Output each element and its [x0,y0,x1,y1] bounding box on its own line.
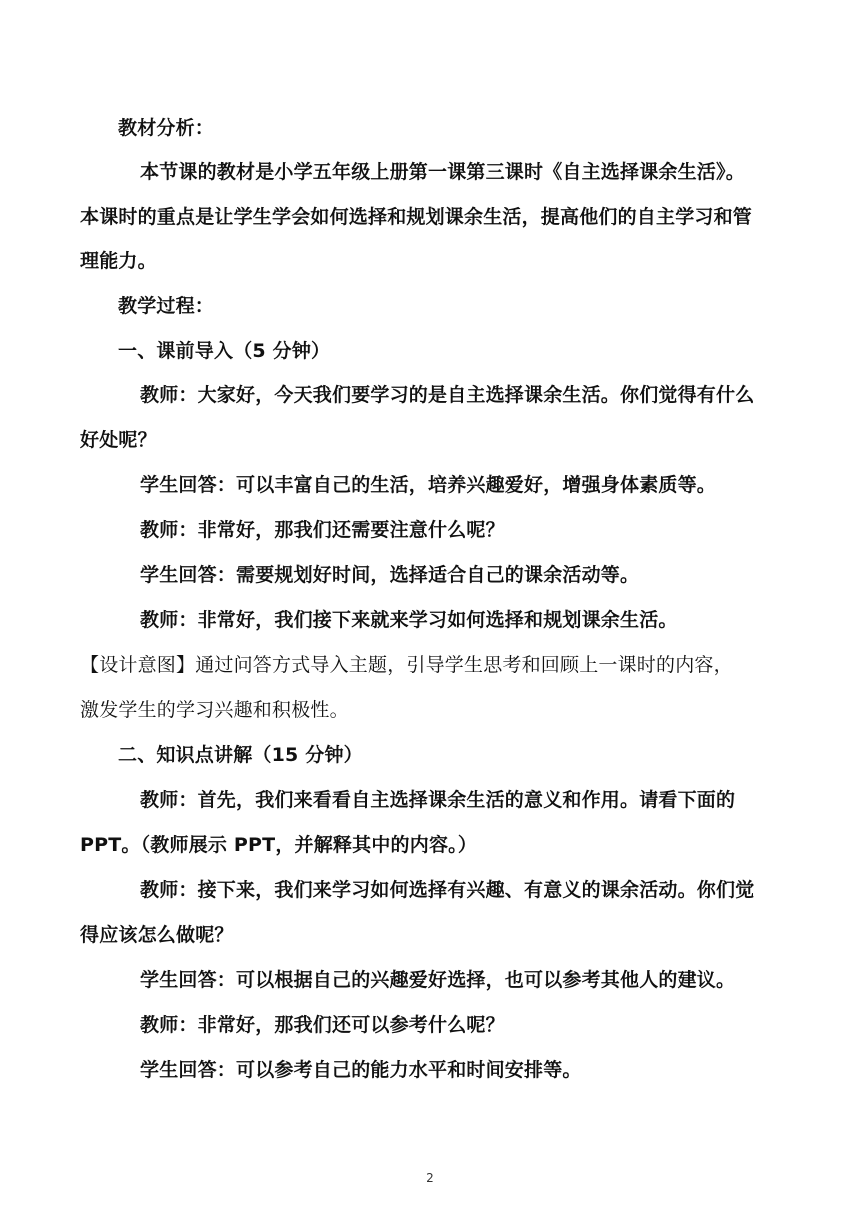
dialogue-line: 学生回答：需要规划好时间，选择适合自己的课余活动等。 [140,564,640,586]
dialogue-line: 学生回答：可以参考自己的能力水平和时间安排等。 [140,1059,582,1081]
dialogue-line: 得应该怎么做呢？ [80,924,234,946]
dialogue-line: 教师：非常好，我们接下来就来学习如何选择和规划课余生活。 [140,609,678,631]
design-intent-line: 【设计意图】通过问答方式导入主题，引导学生思考和回顾上一课时的内容， [80,654,733,676]
section-heading: 二、知识点讲解（15 分钟） [118,744,363,766]
dialogue-line: 教师：接下来，我们来学习如何选择有兴趣、有意义的课余活动。你们觉 [140,879,755,901]
paragraph-line: 理能力。 [80,250,157,272]
section-heading: 一、课前导入（5 分钟） [118,340,331,362]
dialogue-line: 教师：非常好，那我们还需要注意什么呢？ [140,519,505,541]
dialogue-line: 学生回答：可以丰富自己的生活，培养兴趣爱好，增强身体素质等。 [140,474,717,496]
process-heading: 教学过程： [118,295,215,317]
dialogue-line: 教师：大家好，今天我们要学习的是自主选择课余生活。你们觉得有什么 [140,384,755,406]
dialogue-line: 好处呢？ [80,429,157,451]
design-intent-line: 激发学生的学习兴趣和积极性。 [80,699,349,721]
dialogue-line: 学生回答：可以根据自己的兴趣爱好选择，也可以参考其他人的建议。 [140,969,736,991]
page-number: 2 [426,1171,434,1185]
dialogue-line: 教师：首先，我们来看看自主选择课余生活的意义和作用。请看下面的 [140,789,736,811]
analysis-heading: 教材分析： [118,117,215,139]
paragraph-line: 本节课的教材是小学五年级上册第一课第三课时《自主选择课余生活》。 [140,161,745,183]
paragraph-line: 本课时的重点是让学生学会如何选择和规划课余生活，提高他们的自主学习和管 [80,206,753,228]
dialogue-line: PPT。（教师展示 PPT，并解释其中的内容。） [80,834,478,856]
dialogue-line: 教师：非常好，那我们还可以参考什么呢？ [140,1014,505,1036]
